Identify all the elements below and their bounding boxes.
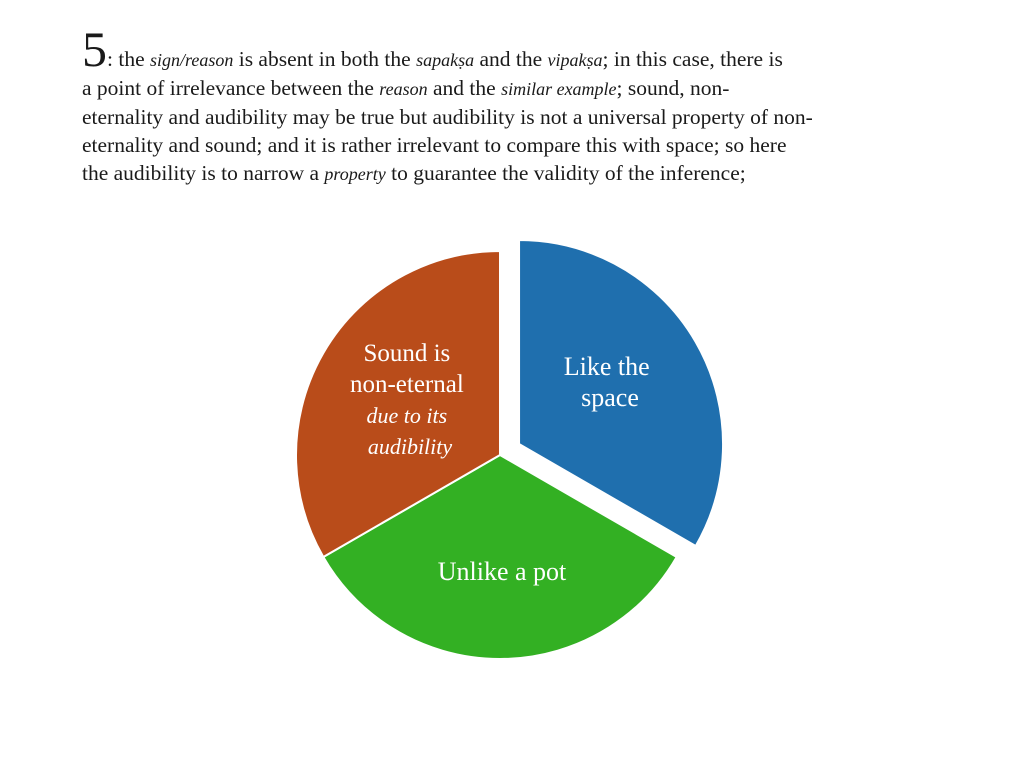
- text-segment: : the: [107, 47, 150, 71]
- text-segment: is absent in both the: [233, 47, 417, 71]
- text-segment: sapakṣa: [416, 50, 475, 70]
- rule-number: 5: [82, 21, 107, 77]
- label-sound-line-4: audibility: [367, 434, 453, 459]
- label-sound-line-1: Sound is: [363, 340, 451, 367]
- label-sound-line-3: due to its: [366, 403, 448, 428]
- text-segment: sign/reason: [150, 50, 234, 70]
- label-pot-line-1: Unlike a pot: [437, 557, 567, 586]
- text-segment: ; in this case, there is: [602, 47, 783, 71]
- text-line-4: eternality and sound; and it is rather irrelevant to compare this with space; so here: [82, 133, 787, 157]
- text-segment: and the: [474, 47, 548, 71]
- text-segment: to guarantee the validity of the inference;: [385, 161, 746, 185]
- text-segment: vipakṣa: [547, 50, 603, 70]
- text-segment: ; sound, non-: [616, 76, 730, 100]
- text-line-3: eternality and audibility may be true but audibility is not a universal property of non-: [82, 105, 813, 129]
- text-segment: and the: [427, 76, 502, 100]
- label-space-line-2: space: [581, 383, 639, 412]
- label-unlike-a-pot: [438, 557, 567, 586]
- text-segment: reason: [379, 79, 428, 99]
- text-segment: property: [324, 164, 386, 184]
- text-segment: similar example: [501, 79, 617, 99]
- label-sound-line-2: non-eternal: [349, 371, 464, 398]
- text-segment: the audibility is to narrow a: [82, 161, 325, 185]
- text-segment: a point of irrelevance between the: [82, 76, 380, 100]
- label-space-line-1: Like the: [563, 352, 650, 381]
